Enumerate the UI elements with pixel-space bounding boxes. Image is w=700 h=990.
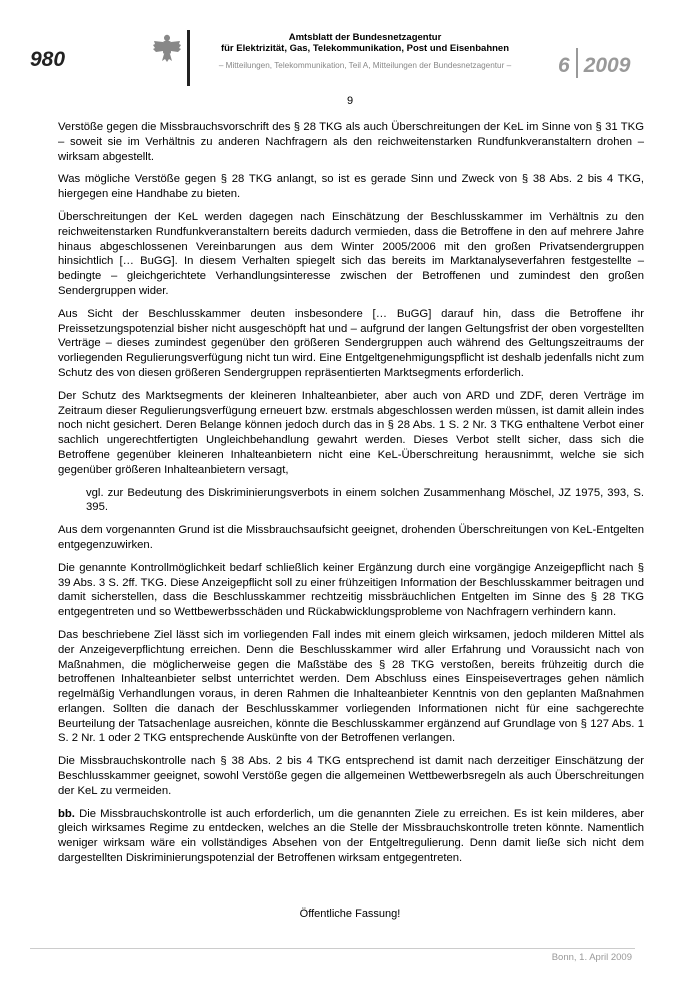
footer-date: Bonn, 1. April 2009 (551, 952, 632, 963)
journal-title (200, 32, 530, 54)
paragraph-bb (58, 807, 644, 866)
journal-page-number: 980 (30, 48, 66, 71)
paragraph: Das beschriebene Ziel lässt sich im vorliegenden Fall indes mit einem gleich wirksamen, jedoch milderen Mittel als der Anzeigeverpflichtung erreichen. Denn die Beschlusskammer wird aller Erfahrung und Voraussicht nach von Maßnahmen, die möglicherweise gegen die Maßstäbe des § 28 TKG verstoßen, bereits frühzeitig durch die betroffenen Inhalteanbieter selbst unterrichtet werden. Dem Abschluss eines Einspeisevertrages gehen nämlich regelmäßig Verhandlungen voraus, in deren Rahmen die Inhalteanbieter Kenntnis von den geplanten Maßnahmen erlangen. Sollten die danach der Beschlusskammer vorliegenden Informationen nicht für eine sachgerechte Beurteilung der Tatsachenlage ausreichen, könnte die Beschlusskammer ergänzend auf Grundlage von § 127 Abs. 1 S. 2 Nr. 1 oder 2 TKG entsprechende Auskünfte von der Betroffenen verlangen. (58, 628, 644, 745)
document-body (58, 120, 644, 874)
paragraph: Die Missbrauchskontrolle nach § 38 Abs. 2 bis 4 TKG entsprechend ist damit nach derzeitiger Einschätzung der Beschlusskammer geeignet, sowohl Verstöße gegen die allgemeinen Wettbewerbsregeln als auch Überschreitungen der KeL zu vermeiden. (58, 755, 644, 797)
journal-title-line2: für Elektrizität, Gas, Telekommunikation, Post und Eisenbahnen (220, 43, 510, 54)
issue-number: 6 (558, 54, 570, 77)
journal-title-line1: Amtsblatt der Bundesnetzagentur (288, 32, 442, 43)
federal-eagle-icon (152, 32, 182, 64)
issue-year: 2009 (583, 54, 631, 77)
issue-label (558, 48, 630, 78)
paragraph: Aus Sicht der Beschlusskammer deuten insbesondere [… BuGG] darauf hin, dass die Betroffene ihr Preissetzungspotenzial bisher nicht ausgeschöpft hat und – aufgrund der langen Geltungsfrist der oben vorgestellten Verträge – dieses zumindest gegenüber den größeren Sendergruppen auch während des Geltungszeitraums der vorliegenden Regulierungsverfügung nicht tun wird. Eine Entgeltgenehmigungspflicht ist deshalb jedenfalls nicht zum Schutz des von diesen größeren Sendergruppen repräsentierten Marktsegments erforderlich. (58, 307, 644, 379)
paragraph: Aus dem vorgenannten Grund ist die Missbrauchsaufsicht geeignet, drohenden Überschreitungen von KeL-Entgelten entgegenzuwirken. (58, 524, 644, 551)
journal-subtitle: – Mitteilungen, Telekommunikation, Teil A, Mitteilungen der Bundesnetzagentur – (218, 61, 512, 70)
citation: vgl. zur Bedeutung des Diskriminierungsverbots in einem solchen Zusammenhang Möschel, JZ 1975, 393, S. 395. (86, 486, 644, 514)
header-divider (187, 30, 190, 86)
document-page-number: 9 (346, 95, 354, 107)
footer-divider (30, 948, 635, 949)
paragraph: Verstöße gegen die Missbrauchsvorschrift des § 28 TKG als auch Überschreitungen der KeL im Sinne von § 31 TKG – soweit sie im Verhältnis zu anderen Nachfragern als den reichweitenstarken Rundfunkveranstaltern drohen – wirksam abgestellt. (58, 121, 644, 163)
paragraph-lead: bb. (58, 807, 75, 820)
public-version-note: Öffentliche Fassung! (299, 908, 401, 920)
paragraph: Die genannte Kontrollmöglichkeit bedarf schließlich keiner Ergänzung durch eine vorgängige Anzeigepflicht nach § 39 Abs. 3 S. 2ff. TKG. Diese Anzeigepflicht soll zu einer frühzeitigen Information der Beschlusskammer beitragen und damit sicherstellen, dass die Beschlusskammer rechtzeitig missbräuchlichen Entgelten im Sinne des § 28 TKG entgegentreten und so Wettbewerbsschäden und Rückabwicklungsprobleme von Nachfragern verhindern kann. (58, 561, 644, 619)
paragraph: Überschreitungen der KeL werden dagegen nach Einschätzung der Beschlusskammer im Verhältnis zu den reichweitenstarken Rundfunkveranstaltern bereits dadurch vermieden, dass die Betroffene in den auf mehrere Jahre hinaus abgeschlossenen Vereinbarungen aus dem Winter 2005/2006 mit den großen Privatsendergruppen hinsichtlich [… BuGG]. In diesem Verhalten spiegelt sich das bereits im Marktanalyseverfahren festgestellte – bedingte – gleichgerichtete Verhandlungsinteresse zwischen der Betroffenen und zumindest den großen Sendergruppen wider. (58, 210, 644, 297)
paragraph: Der Schutz des Marktsegments der kleineren Inhalteanbieter, aber auch von ARD und ZDF, deren Verträge im Zeitraum dieser Regulierungsverfügung erneuert bzw. erstmals abgeschlossen werden müssen, ist damit allein indes noch nicht gesichert. Deren Belange können jedoch durch das in § 28 Abs. 1 S. 2 Nr. 3 TKG enthaltene Verbot einer sachlich ungerechtfertigten Ungleichbehandlung gewahrt werden. Dieses Verbot stellt sicher, dass sich die Betroffene gegenüber kleineren Inhalteanbietern nicht eine KeL-Überschreitung herausnimmt, welche sie sich gegenüber größeren Inhalteanbietern versagt, (58, 389, 644, 476)
issue-divider (576, 48, 578, 78)
paragraph: Was mögliche Verstöße gegen § 28 TKG anlangt, so ist es gerade Sinn und Zweck von § 38 Abs. 2 bis 4 TKG, hiergegen eine Handhabe zu bieten. (58, 173, 644, 201)
paragraph-text: Die Missbrauchskontrolle ist auch erforderlich, um die genannten Ziele zu erreichen. Es ist kein milderes, aber gleich wirksames Regime zu entdecken, welches an die Stelle der Missbrauchskontrolle treten könnte. Namentlich weniger wirksam wäre ein vollständiges Absehen von der Entgeltregulierung. Denn damit ließe sich nicht dem dargestellten Diskriminierungspotenzial der Betroffenen wirksam entgegentreten. (58, 807, 644, 865)
